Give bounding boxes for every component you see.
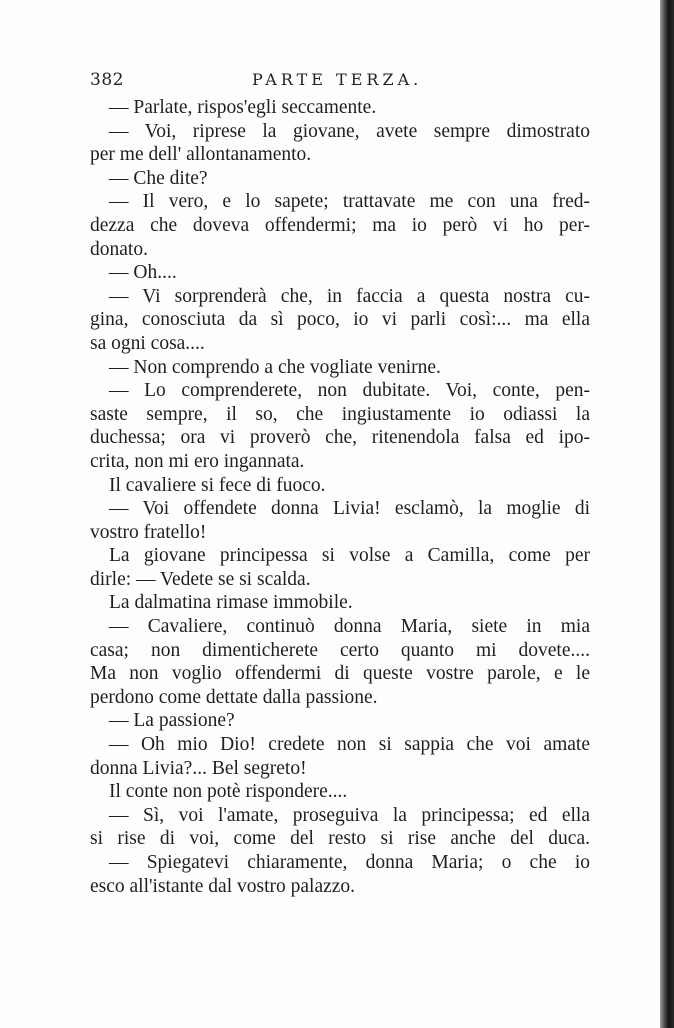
text-line: donato. [90,238,148,260]
text-line: si rise di voi, come del resto si rise anche del duca. [90,828,590,850]
text-line: — Non comprendo a che vogliate venirne. [109,356,441,378]
text-line: esco all'istante dal vostro palazzo. [90,875,356,897]
text-line: — Oh.... [109,262,177,284]
text-line: vostro fratello! [90,521,207,543]
text-line: — Il vero, e lo sapete; trattavate me con una fred- [109,191,590,213]
text-line: casa; non dimenticherete certo quanto mi dovete.... [90,639,590,661]
text-line: donna Livia?... Bel segreto! [90,757,307,779]
running-head: PARTE TERZA. [252,70,423,89]
text-line: — Cavaliere, continuò donna Maria, siete in mia [109,616,590,638]
page-number: 382 [90,70,124,90]
text-line: — Sì, voi l'amate, proseguiva la principessa; ed ella [109,804,590,826]
body-text [90,96,590,898]
text-line: — Vi sorprenderà che, in faccia a questa nostra cu- [109,285,590,307]
text-line: — Spiegatevi chiaramente, donna Maria; o che io [109,852,590,873]
text-line: perdono come dettate dalla passione. [90,686,378,708]
text-line: — Parlate, rispos'egli seccamente. [109,97,377,118]
text-line: duchessa; ora vi proverò che, ritenendola falsa ed ipo- [90,427,590,449]
text-line: gina, conosciuta da sì poco, io vi parli così:... ma ella [90,309,590,331]
text-line: dirle: — Vedete se si scalda. [90,568,311,590]
text-line: La dalmatina rimase immobile. [109,592,353,614]
text-line: per me dell' allontanamento. [90,144,312,166]
text-line: — Voi, riprese la giovane, avete sempre dimostrato [109,120,590,142]
text-line: — Lo comprenderete, non dubitate. Voi, conte, pen- [109,380,590,402]
text-line: Il cavaliere si fece di fuoco. [109,474,326,496]
page-binding-edge [660,0,674,1028]
text-line: sa ogni cosa.... [90,332,205,354]
text-line: dezza che doveva offendermi; ma io però vi ho per- [90,214,590,236]
text-line: Il conte non potè rispondere.... [109,781,348,803]
text-line: crita, non mi ero ingannata. [90,450,305,472]
text-line: — Che dite? [109,167,208,189]
text-line: Ma non voglio offendermi di queste vostre parole, e le [90,663,590,685]
text-line: — La passione? [109,710,235,732]
text-line: saste sempre, il so, che ingiustamente io odiassi la [90,403,590,425]
text-line: — Voi offendete donna Livia! esclamò, la moglie di [109,498,590,520]
text-line: La giovane principessa si volse a Camilla, come per [109,545,590,567]
text-line: — Oh mio Dio! credete non si sappia che voi amate [109,734,590,756]
page-header [90,70,590,98]
